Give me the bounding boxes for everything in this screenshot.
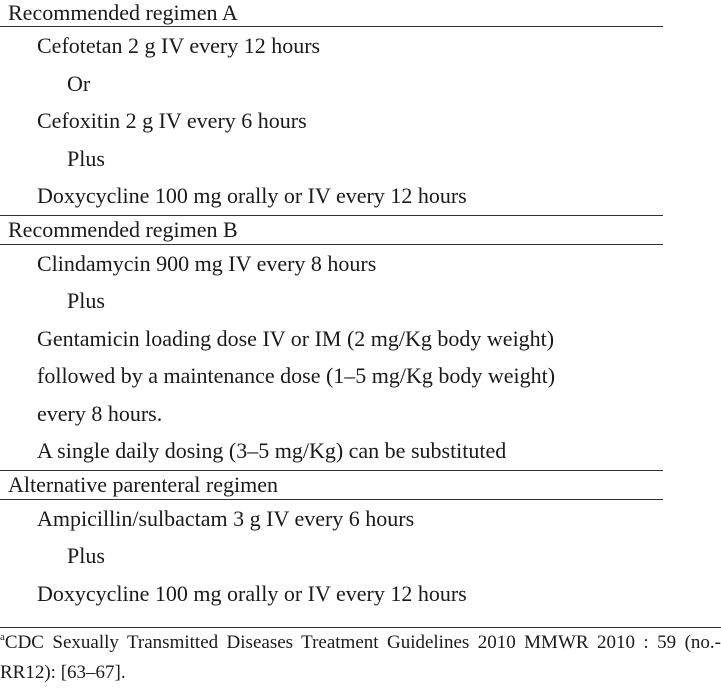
table-row: Ampicillin/sulbactam 3 g IV every 6 hours	[37, 505, 415, 531]
table-row: Cefoxitin 2 g IV every 6 hours	[37, 108, 307, 133]
table-row: every 8 hours.	[37, 400, 163, 426]
table-row: Cefotetan 2 g IV every 12 hours	[37, 33, 321, 58]
table-row: Doxycycline 100 mg orally or IV every 12 hours	[37, 580, 467, 606]
footnote-marker: a	[0, 631, 5, 643]
table-row: Gentamicin loading dose IV or IM (2 mg/Kg body weight)	[37, 325, 555, 351]
footnote-text: CDC Sexually Transmitted Diseases Treatment Guidelines 2010 MMWR 2010 : 59 (no.-RR12): [63–67].	[0, 632, 721, 683]
table-row: Or	[67, 70, 91, 96]
table-row: followed by a maintenance dose (1–5 mg/Kg body weight)	[37, 363, 556, 388]
table-row: Plus	[67, 543, 105, 568]
table-row: Plus	[67, 288, 105, 313]
section-header-alternative-regimen: Alternative parenteral regimen	[0, 471, 663, 500]
section-header-regimen-a: Recommended regimen A	[0, 0, 663, 27]
table-row: A single daily dosing (3–5 mg/Kg) can be substituted	[0, 432, 663, 471]
section-header-regimen-b: Recommended regimen B	[0, 216, 663, 245]
table-row: Clindamycin 900 mg IV every 8 hours	[37, 250, 377, 276]
table-row: Doxycycline 100 mg orally or IV every 12 hours	[0, 177, 663, 216]
table-footnote	[0, 628, 721, 688]
table-row: Plus	[67, 145, 105, 171]
